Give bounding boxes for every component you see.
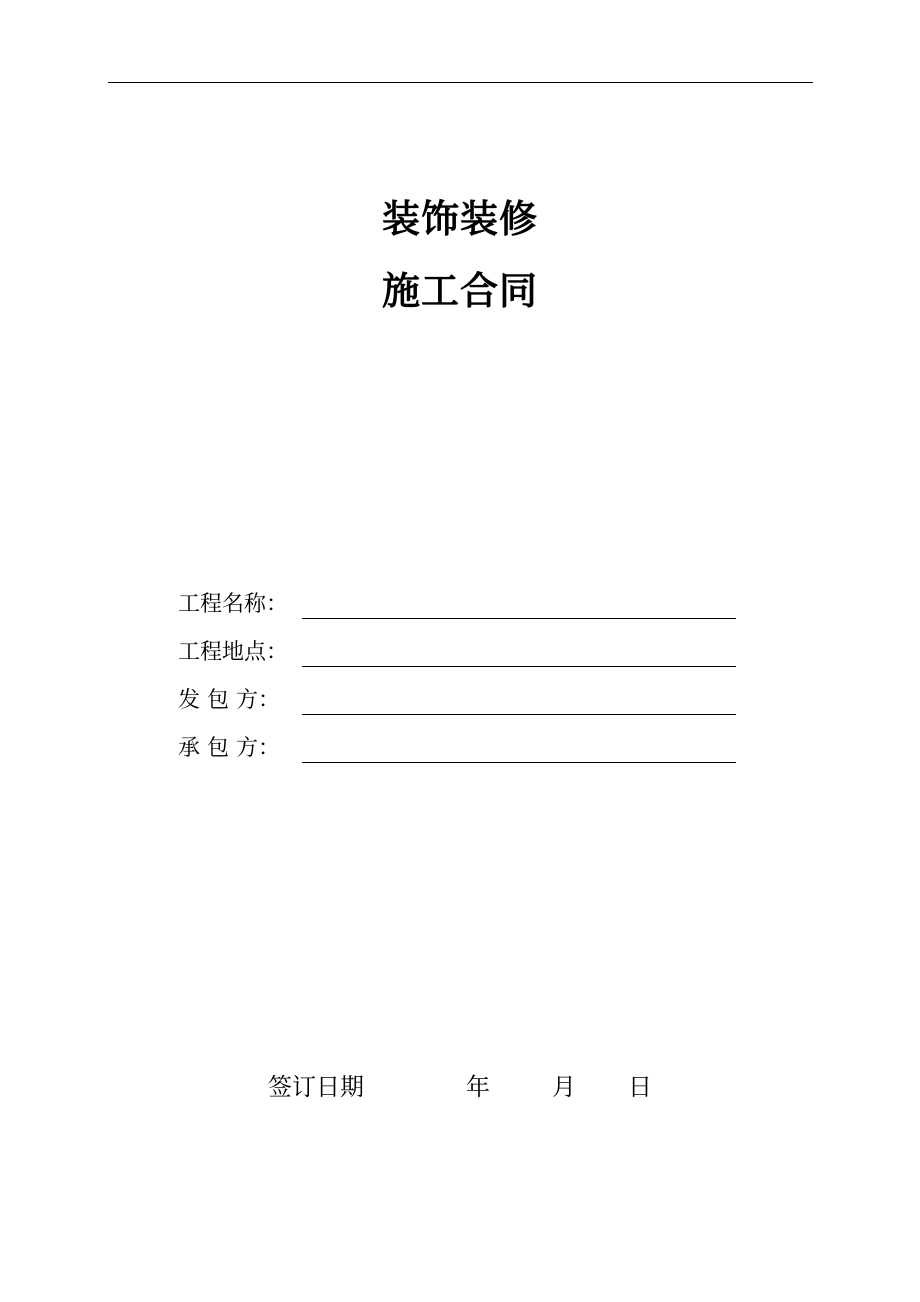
field-row-project-location [178, 636, 738, 670]
field-row-employer [178, 684, 738, 718]
field-label-employer: 发 包 方： [178, 688, 280, 713]
field-label-project-name: 工程名称： [178, 592, 289, 617]
project-location-blank[interactable] [302, 666, 736, 667]
field-label-project-location: 工程地点： [178, 640, 289, 665]
signing-date-label: 签订日期 [268, 1073, 364, 1101]
document-title: 装饰装修 [381, 196, 538, 241]
document-subtitle: 施工合同 [381, 268, 538, 313]
field-row-project-name [178, 588, 738, 622]
signing-date-row [0, 1068, 920, 1106]
field-row-contractor [178, 732, 738, 766]
field-label-contractor: 承 包 方： [178, 736, 280, 761]
signing-month-label: 月 [552, 1073, 576, 1101]
project-name-blank[interactable] [302, 618, 736, 619]
signing-year-label: 年 [466, 1073, 490, 1101]
employer-blank[interactable] [302, 714, 736, 715]
contractor-blank[interactable] [302, 762, 736, 763]
header-rule [108, 82, 813, 83]
signing-day-label: 日 [628, 1073, 652, 1101]
